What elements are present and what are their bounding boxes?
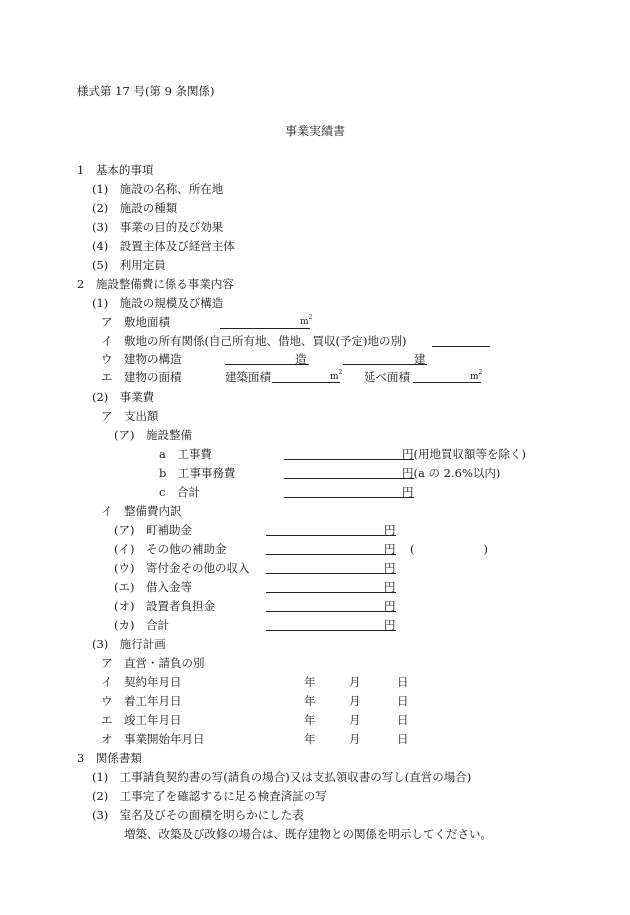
facility-total-blank[interactable]	[284, 497, 414, 498]
facility-development-heading: (ア) 施設整備	[114, 428, 192, 442]
month-label: 月	[349, 732, 361, 746]
form-number: 様式第 17 号(第 9 条関係)	[77, 84, 215, 98]
site-ownership-label: イ 敷地の所有関係(自己所有地、借地、買収(予定)地の別)	[101, 334, 407, 348]
admin-cost-unit: 円(a の 2.6%以内)	[402, 466, 501, 480]
section-1-heading: 1 基本的事項	[77, 163, 154, 177]
subsection-schedule-heading: (3) 施行計画	[92, 637, 166, 651]
section-2-heading: 2 施設整備費に係る事業内容	[77, 277, 234, 291]
day-label: 日	[397, 694, 409, 708]
breakdown-label: (ア) 町補助金	[114, 523, 192, 537]
day-label: 日	[397, 732, 409, 746]
breakdown-unit: 円	[384, 561, 396, 575]
section-1-item: (4) 設置主体及び経営主体	[92, 239, 235, 253]
breakdown-blank[interactable]	[266, 592, 396, 593]
month-label: 月	[349, 713, 361, 727]
direct-or-contract-label: ア 直営・請負の別	[101, 656, 205, 670]
breakdown-unit: 円	[384, 523, 396, 537]
year-label: 年	[304, 732, 316, 746]
section-1-item: (5) 利用定員	[92, 258, 166, 272]
month-label: 月	[349, 675, 361, 689]
subsection-scale-heading: (1) 施設の規模及び構造	[92, 296, 224, 310]
building-structure-label: ウ 建物の構造	[101, 352, 182, 366]
site-area-blank[interactable]	[220, 328, 310, 329]
breakdown-blank[interactable]	[266, 611, 396, 612]
total-floor-area-label: 延べ面積	[364, 370, 410, 384]
facility-total-unit: 円	[402, 485, 414, 499]
date-row-label: エ 竣工年月日	[101, 713, 182, 727]
year-label: 年	[304, 694, 316, 708]
breakdown-heading: イ 整備費内訳	[101, 504, 182, 518]
breakdown-blank[interactable]	[266, 535, 396, 536]
site-area-label: ア 敷地面積	[101, 315, 170, 329]
expenditure-heading: ア 支出額	[101, 409, 159, 423]
breakdown-unit: 円	[384, 618, 396, 632]
section-1-item: (3) 事業の目的及び効果	[92, 220, 224, 234]
breakdown-blank[interactable]	[266, 630, 396, 631]
subsection-cost-heading: (2) 事業費	[92, 390, 155, 404]
structure-unit-2: 建	[414, 352, 426, 366]
date-row-label: イ 契約年月日	[101, 675, 182, 689]
breakdown-label: (ウ) 寄付金その他の収入	[114, 561, 250, 575]
site-ownership-blank[interactable]	[432, 346, 490, 347]
section-3-note: 増築、改築及び改修の場合は、既存建物との関係を明示してください。	[124, 827, 492, 841]
building-footprint-unit: $m^2$	[330, 369, 343, 382]
breakdown-unit: 円	[384, 542, 396, 556]
year-label: 年	[304, 713, 316, 727]
breakdown-label: (イ) その他の補助金	[114, 542, 227, 556]
construction-cost-unit: 円(用地買収額等を除く)	[402, 447, 526, 461]
section-3-item: (3) 室名及びその面積を明らかにした表	[92, 808, 304, 822]
other-subsidy-note: ( )	[410, 542, 488, 556]
breakdown-label: (エ) 借入金等	[114, 580, 192, 594]
month-label: 月	[349, 694, 361, 708]
document-title: 事業実績書	[285, 124, 346, 138]
section-1-item: (2) 施設の種類	[92, 201, 178, 215]
breakdown-unit: 円	[384, 599, 396, 613]
admin-cost-label: b 工事事務費	[159, 466, 236, 480]
section-3-item: (1) 工事請負契約書の写(請負の場合)又は支払領収書の写し(直営の場合)	[92, 770, 472, 784]
section-3-item: (2) 工事完了を確認するに足る検査済証の写	[92, 789, 327, 803]
building-area-label: エ 建物の面積	[101, 370, 182, 384]
facility-total-label: c 合計	[159, 485, 200, 499]
section-3-heading: 3 関係書類	[77, 751, 142, 765]
breakdown-unit: 円	[384, 580, 396, 594]
section-1-item: (1) 施設の名称、所在地	[92, 182, 224, 196]
structure-unit-1: 造	[295, 352, 307, 366]
breakdown-blank[interactable]	[266, 573, 396, 574]
day-label: 日	[397, 713, 409, 727]
date-row-label: オ 事業開始年月日	[101, 732, 205, 746]
site-area-unit: $m^2$	[300, 314, 313, 327]
breakdown-blank[interactable]	[266, 554, 396, 555]
total-floor-area-unit: $m^2$	[470, 369, 483, 382]
admin-cost-blank[interactable]	[284, 478, 414, 479]
breakdown-label: (オ) 設置者負担金	[114, 599, 215, 613]
breakdown-label: (カ) 合計	[114, 618, 169, 632]
construction-cost-blank[interactable]	[284, 459, 414, 460]
construction-cost-label: a 工事費	[159, 447, 212, 461]
building-footprint-label: 建築面積	[225, 370, 271, 384]
year-label: 年	[304, 675, 316, 689]
date-row-label: ウ 着工年月日	[101, 694, 182, 708]
day-label: 日	[397, 675, 409, 689]
